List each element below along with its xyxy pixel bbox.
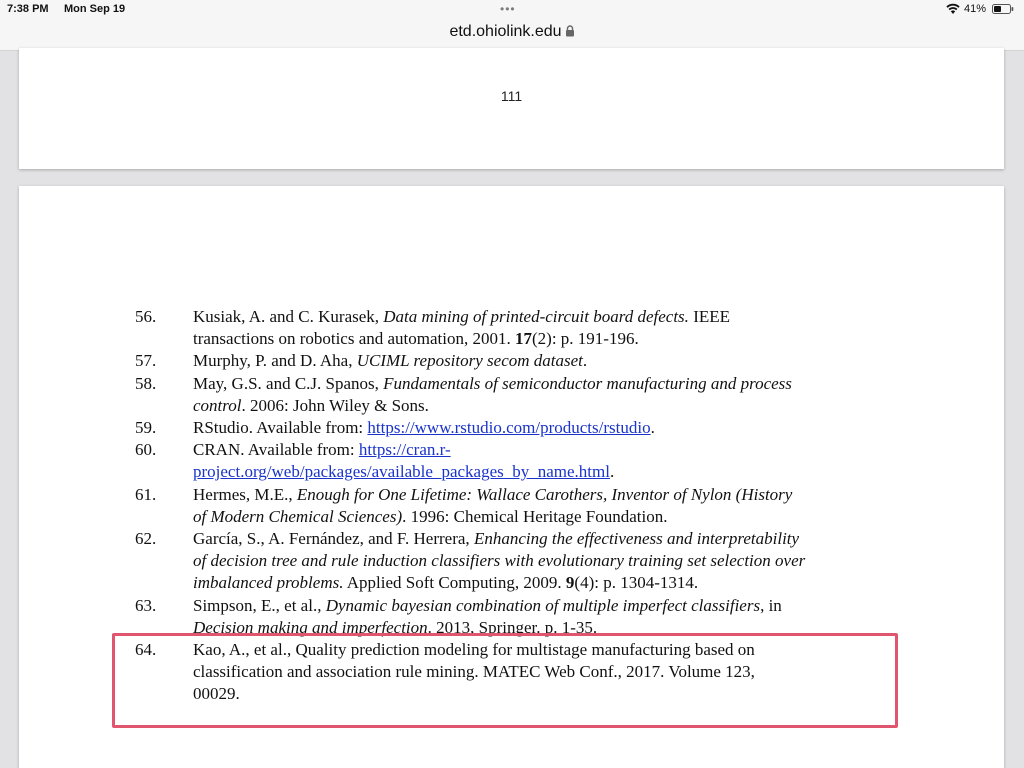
reference-title: Enough for One Lifetime: Wallace Carothers, Inventor of Nylon (History [296,484,793,504]
reference-title: Data mining of printed-circuit board defects. [383,307,689,326]
reference-number: 61. [135,484,157,504]
battery-percent: 41% [964,3,987,15]
reference-text: . 2013, Springer. p. 1-35. [427,617,598,637]
reference-64 [19,639,903,706]
cran-link[interactable]: https://cran.r- [358,440,451,460]
reference-text: CRAN. Available from: [193,440,359,460]
reference-text: Hermes, M.E., [193,484,297,504]
cran-link-continued[interactable]: project.org/web/packages/available_packages_by_name.html [193,462,610,482]
reference-text: . 1996: Chemical Heritage Foundation. [402,506,668,526]
reference-title: Enhancing the effectiveness and interpretability [473,529,800,549]
reference-title: of Modern Chemical Sciences) [193,506,403,526]
reference-text: . [609,462,615,482]
reference-text: Kao, A., et al., Quality prediction modeling for multistage manufacturing based on [193,640,755,660]
lock-icon [565,25,575,37]
reference-text: . [582,351,588,371]
reference-title: UCIML repository secom dataset [356,351,583,371]
reference-title: Dynamic bayesian combination of multiple imperfect classifiers [325,595,761,615]
reference-number: 63. [135,595,157,615]
reference-61 [19,484,903,528]
reference-text: Kusiak, A. and C. Kurasek, [193,307,384,326]
reference-title: of decision tree and rule induction classifiers with evolutionary training set selection over [193,551,806,571]
reference-59 [19,417,903,439]
reference-number: 57. [135,351,157,371]
browser-top-bar [0,0,1024,51]
reference-text: (4): p. 1304-1314. [574,573,699,593]
reference-title: control [193,395,242,415]
reference-60 [19,439,903,483]
wifi-icon [946,3,960,15]
url-text[interactable]: etd.ohiolink.edu [449,23,562,40]
multitask-dots-icon[interactable]: ••• [500,2,516,16]
reference-text: Murphy, P. and D. Aha, [193,351,357,371]
reference-text: Simpson, E., et al., [193,595,326,615]
reference-title: imbalanced problems. [193,573,344,593]
reference-58 [19,373,903,417]
address-bar[interactable] [0,22,1024,42]
reference-number: 62. [135,529,157,549]
reference-text: classification and association rule mining. MATEC Web Conf., 2017. Volume 123, [193,662,755,682]
reference-56 [19,306,903,350]
reference-list [19,306,1004,706]
reference-number: 59. [135,418,157,438]
reference-text: Applied Soft Computing, 2009. [343,573,566,593]
reference-text: RStudio. Available from: [193,418,368,438]
battery-icon [992,4,1014,14]
status-date: Mon Sep 19 [64,3,126,15]
reference-volume: 9 [565,573,575,593]
rstudio-link[interactable]: https://www.rstudio.com/products/rstudio [367,418,651,438]
pdf-page-references [19,186,1004,768]
reference-63 [19,595,903,639]
reference-text: , in [760,595,782,615]
reference-text: IEEE [688,307,731,326]
reference-number: 56. [135,307,157,326]
reference-text: transactions on robotics and automation, 2001. [193,329,515,349]
status-time: 7:38 PM [7,3,49,15]
reference-title: Fundamentals of semiconductor manufacturing and process [383,373,792,393]
reference-text: May, G.S. and C.J. Spanos, [193,373,384,393]
reference-number: 58. [135,373,157,393]
reference-number: 60. [135,440,157,460]
reference-text: García, S., A. Fernández, and F. Herrera, [193,529,474,549]
reference-number: 64. [135,640,157,660]
page-number: 111 [500,88,523,104]
reference-text: (2): p. 191-196. [532,329,639,349]
reference-text: 00029. [193,684,240,704]
reference-text: . 2006: John Wiley & Sons. [241,395,429,415]
reference-volume: 17 [515,329,532,349]
reference-text: . [650,418,655,438]
reference-62 [19,528,903,595]
reference-title: Decision making and imperfection [193,617,428,637]
reference-57 [19,350,903,372]
pdf-page-previous [19,48,1004,169]
